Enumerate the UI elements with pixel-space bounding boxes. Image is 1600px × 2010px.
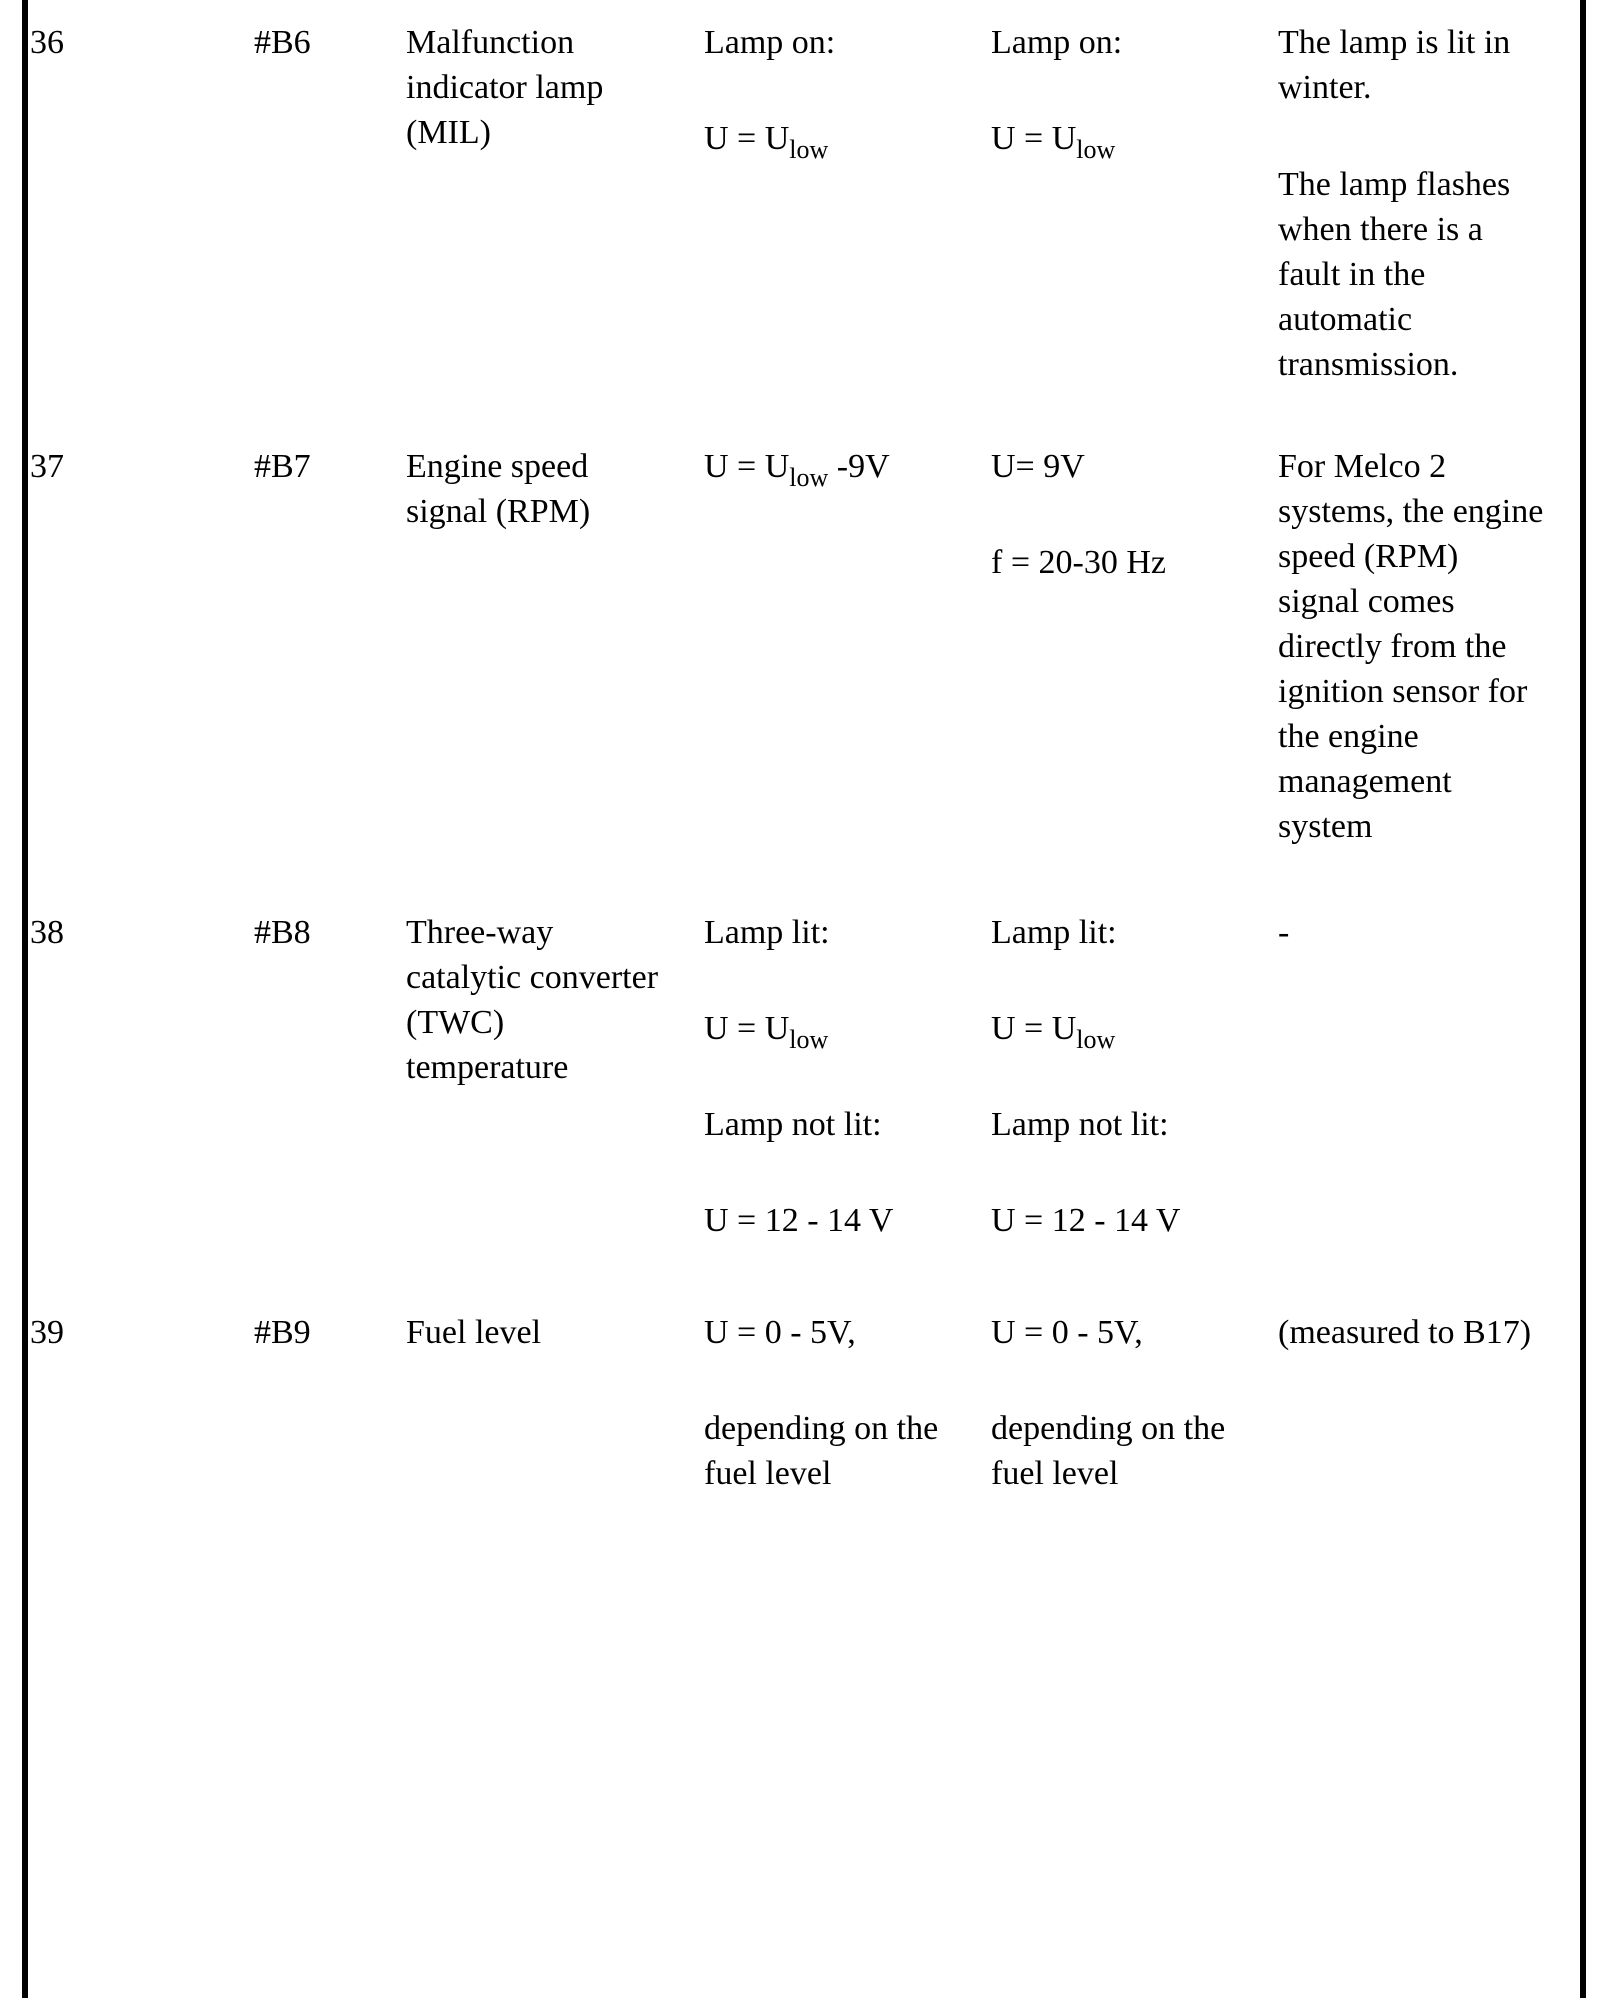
value-column-a: Lamp on: $U = U_{low}$ xyxy=(704,24,836,164)
pin-number: 39 xyxy=(30,1314,64,1351)
value-column-a: $U = U_{low}$ -9V xyxy=(704,448,890,492)
notes: The lamp is lit in winter. The lamp flashes when there is a fault in the automatic transmission. xyxy=(1278,24,1511,383)
pin-number: 37 xyxy=(30,448,64,485)
value-column-a: Lamp lit: $U = U_{low}$ Lamp not lit: U = 12 - 14 V xyxy=(704,914,894,1239)
value-column-b: Lamp lit: $U = U_{low}$ Lamp not lit: U = 12 - 14 V xyxy=(991,914,1181,1239)
pin-number: 36 xyxy=(30,24,64,61)
pin-code: #B7 xyxy=(254,448,311,485)
pin-code: #B9 xyxy=(254,1314,311,1351)
notes: (measured to B17) xyxy=(1278,1314,1532,1351)
table-left-border xyxy=(22,0,28,1998)
value-column-b: U = 0 - 5V, depending on the fuel level xyxy=(991,1314,1226,1492)
value-column-b: Lamp on: $U = U_{low}$ xyxy=(991,24,1123,164)
value-column-a: U = 0 - 5V, depending on the fuel level xyxy=(704,1314,939,1492)
signal-description: Fuel level xyxy=(406,1314,542,1351)
pin-code: #B8 xyxy=(254,914,311,951)
table-right-border xyxy=(1580,0,1586,1998)
pin-number: 38 xyxy=(30,914,64,951)
signal-description: Malfunction indicator lamp (MIL) xyxy=(406,24,604,151)
signal-description: Three-way catalytic converter (TWC) temperature xyxy=(406,914,659,1086)
notes: For Melco 2 systems, the engine speed (RPM) signal comes directly from the ignition sensor for the engine management system xyxy=(1278,448,1544,845)
signal-description: Engine speed signal (RPM) xyxy=(406,448,591,530)
value-column-b: U= 9V f = 20-30 Hz xyxy=(991,448,1166,581)
notes: - xyxy=(1278,914,1290,951)
pin-code: #B6 xyxy=(254,24,311,61)
